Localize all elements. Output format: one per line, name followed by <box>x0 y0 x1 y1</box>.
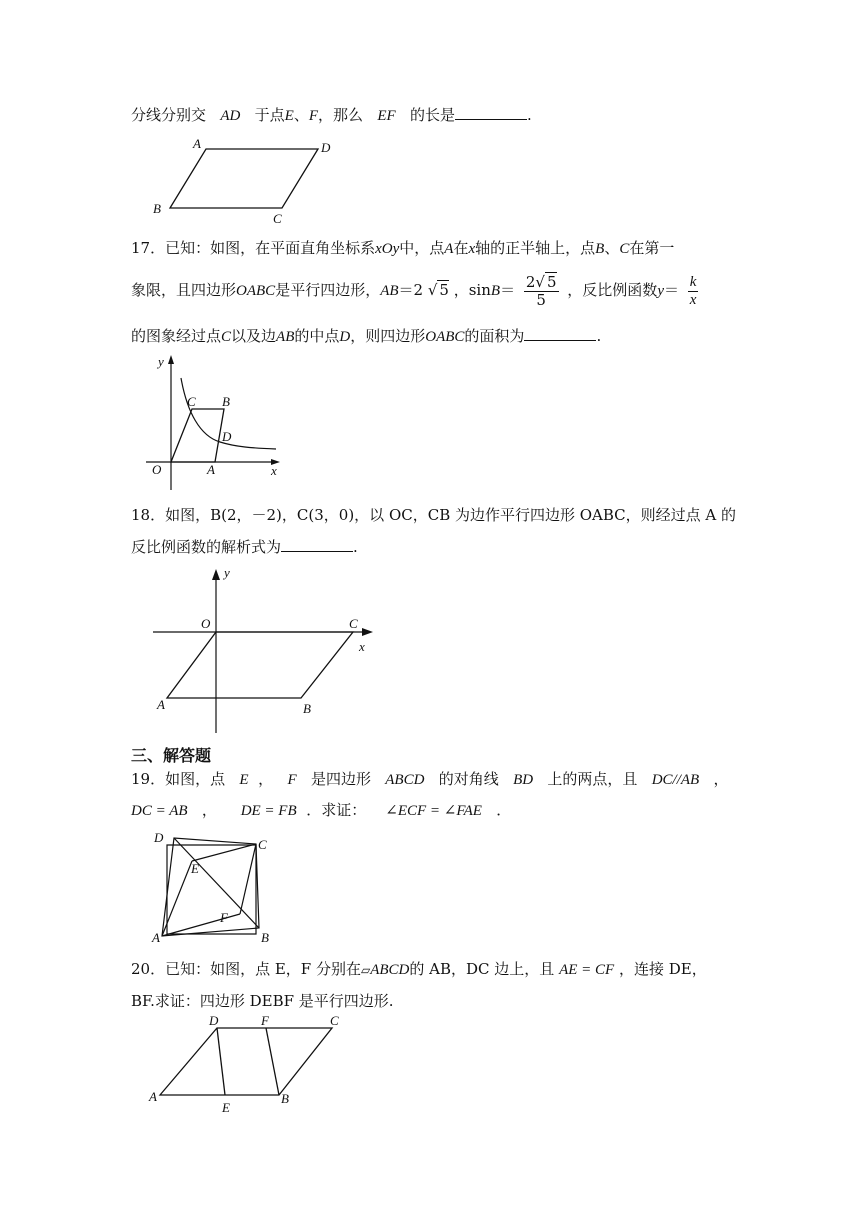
q20-parallelogram-figure <box>145 1015 355 1120</box>
label-b: B <box>153 201 161 216</box>
q17-line-2: 象限，且四边形OABC是平行四边形，AB＝2 √ 5 ，sinB＝ $\frac{2√ 5}{5}$ ，反比例函数y＝ $\frac{k}{x}$ <box>131 272 697 309</box>
segment-de <box>217 1028 225 1095</box>
label-a: A <box>157 697 165 712</box>
label-d: D <box>222 429 232 444</box>
label-c: C <box>330 1013 339 1028</box>
parallelogram-abcd <box>160 1028 332 1095</box>
q20-line-2: BF.求证：四边形 DEBF 是平行四边形. <box>131 992 394 1010</box>
label-e: E <box>191 861 199 876</box>
q18-line-2: 反比例函数的解析式为 . <box>131 538 358 556</box>
label-c: C <box>349 616 358 631</box>
label-a: A <box>149 1089 157 1104</box>
x-axis-arrow <box>362 628 373 636</box>
k-over-x-fraction: $\frac{k}{x}$ <box>689 273 697 308</box>
label-a: A <box>193 136 201 151</box>
label-d: D <box>321 140 331 155</box>
section-title: 三、解答题 <box>131 746 212 765</box>
label-c: C <box>187 394 196 409</box>
diagonal-bd <box>174 838 259 928</box>
label-d: D <box>209 1013 219 1028</box>
label-f: F <box>261 1013 269 1028</box>
label-a: A <box>152 930 160 945</box>
label-e: E <box>222 1100 230 1115</box>
label-a: A <box>207 462 215 477</box>
q20-line-1: 20．已知：如图，点 E，F 分别在▱ABCD的 AB，DC 边上，且 AE = CF ，连接 DE， <box>131 960 707 978</box>
q17-coordinate-figure <box>140 350 290 495</box>
label-o: O <box>201 616 211 631</box>
label-y: y <box>158 354 164 369</box>
label-d: D <box>154 830 164 845</box>
q18-line-1: 18．如图，B(2，－2)，C(3，0)，以 OC，CB 为边作平行四边形 OABC，则经过点 A 的 <box>131 506 737 524</box>
q19-line-1: 19．如图，点 E ， F 是四边形 ABCD 的对角线 BD 上的两点，且 DC//AB ， <box>131 770 729 788</box>
label-f: F <box>220 910 228 925</box>
quadrilateral-abcd <box>162 838 259 936</box>
parallelogram-oabc <box>171 409 224 462</box>
segment-cf <box>240 844 256 914</box>
label-c: C <box>258 837 267 852</box>
answer-blank[interactable] <box>455 105 527 120</box>
parallelogram-abcd <box>170 149 318 208</box>
answer-blank[interactable] <box>524 326 596 341</box>
q17-line-1: 17．已知：如图，在平面直角坐标系xOy中，点A在x轴的正半轴上，点B、C在第一 <box>131 239 675 257</box>
q19-quadrilateral-figure <box>150 828 280 948</box>
q16-parallelogram-figure <box>140 135 340 230</box>
parallelogram-oabc <box>167 632 353 698</box>
segment-ce <box>192 844 256 861</box>
label-b: B <box>303 701 311 716</box>
label-o: O <box>152 462 162 477</box>
q17-line-3: 的图象经过点C以及边AB的中点D，则四边形OABC的面积为 . <box>131 327 602 345</box>
segment-bf <box>266 1028 279 1095</box>
label-c: C <box>273 211 282 226</box>
label-x: x <box>359 639 365 654</box>
q19-line-2: DC = AB ， DE = FB ．求证： ∠ECF = ∠FAE ． <box>131 801 512 819</box>
label-b: B <box>281 1091 289 1106</box>
y-axis-arrow <box>168 355 174 364</box>
label-y: y <box>224 565 230 580</box>
label-b: B <box>222 394 230 409</box>
label-x: x <box>271 463 277 478</box>
y-axis-arrow <box>212 569 220 580</box>
answer-blank[interactable] <box>281 537 353 552</box>
q16-text-line: 分线分别交 AD 于点E、F，那么 EF 的长是 . <box>131 106 532 124</box>
label-b: B <box>261 930 269 945</box>
sinb-fraction: $\frac{2√ 5}{5}$ <box>525 272 557 309</box>
q18-coordinate-figure <box>150 563 380 738</box>
